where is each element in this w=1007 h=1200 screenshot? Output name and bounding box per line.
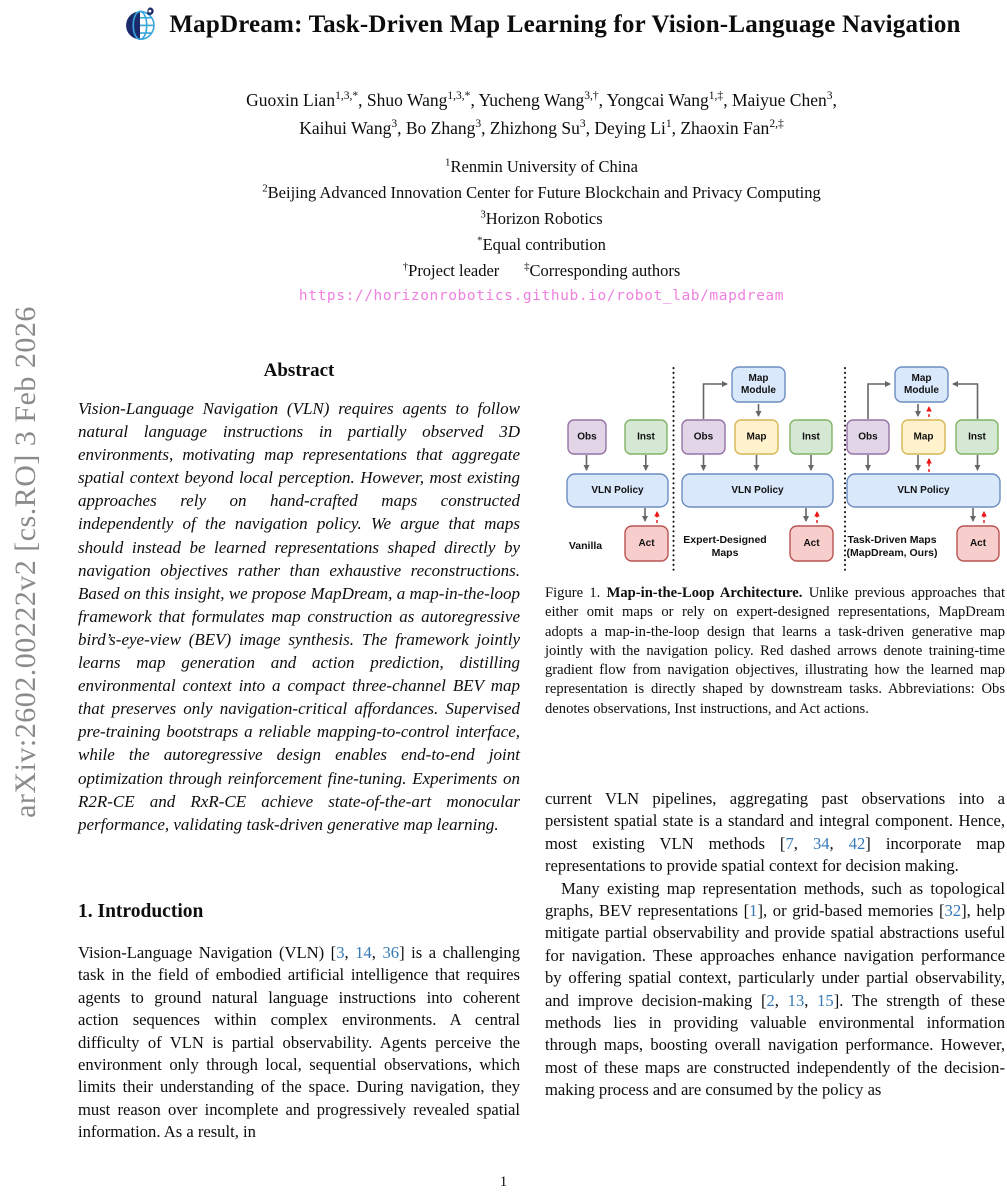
map-module-label: Map — [911, 373, 932, 384]
page-number: 1 — [499, 1174, 508, 1190]
superscript-marker: 3 — [480, 208, 486, 221]
map-module-label: Module — [741, 385, 776, 396]
superscript-marker: 3,† — [584, 90, 599, 103]
logo-location-pin — [146, 7, 154, 16]
paper-title: MapDream: Task-Driven Map Learning for Vision-Language Navigation — [169, 10, 961, 38]
vln-policy-label: VLN Policy — [731, 485, 784, 496]
abstract-heading: Abstract — [263, 360, 335, 381]
map-module-label: Module — [904, 385, 939, 396]
panel3-caption: Task-Driven Maps — [847, 534, 937, 546]
vln-policy-label: VLN Policy — [591, 485, 644, 496]
superscript-marker: 2 — [262, 182, 268, 195]
project-url-line — [78, 288, 1005, 304]
superscript-marker: 3 — [475, 118, 482, 131]
act-label: Act — [969, 538, 987, 549]
citation-link[interactable]: 14 — [355, 943, 372, 962]
panel3-caption: (MapDream, Ours) — [846, 547, 938, 559]
panel2-caption: Maps — [711, 547, 739, 559]
citation-link[interactable]: 34 — [812, 833, 830, 853]
superscript-marker: 2,‡ — [769, 118, 784, 131]
citation-link[interactable]: 42 — [848, 833, 866, 853]
section-heading-introduction: 1. Introduction — [78, 901, 204, 922]
superscript-marker: 3 — [579, 118, 586, 131]
citation-link[interactable]: 15 — [817, 990, 834, 1010]
affiliation-2: $^2$Beijing Advanced Innovation Center for Future Blockchain and Privacy Computing — [262, 182, 821, 202]
citation-link[interactable]: 7 — [785, 833, 794, 853]
arxiv-identifier: arXiv:2602.00222v2 [cs.RO] 3 Feb 2026 — [9, 306, 42, 818]
superscript-marker: 1 — [665, 118, 672, 131]
obs-label: Obs — [693, 431, 714, 443]
abstract-text: Vision-Language Navigation (VLN) requires agents to follow natural language instructions in partially observed 3D environments, motivating map representations that aggregate spatial context beyond local perception. However, most existing approaches rely on hand-crafted maps constructed independently of the navigation policy. We argue that maps should instead be learned representations shaped directly by navigation objectives rather than exhaustive reconstructions. Based on this insight, we propose MapDream, a map-in-the-loop framework that formulates map construction as autoregressive bird’s-eye-view (BEV) image synthesis. The framework jointly learns map generation and action prediction, distilling environmental context into a compact three-channel BEV map that preserves only navigation-critical affordances. Supervised pre-training bootstraps a reliable mapping-to-control interface, while the autoregressive design enables end-to-end joint optimization through reinforcement fine-tuning. Experiments on R2R-CE and RxR-CE achieve state-of-the-art monocular performance, validating task-driven generative map learning. — [78, 399, 520, 834]
panel-vanilla — [567, 420, 668, 561]
map-module-label: Map — [748, 373, 769, 384]
superscript-marker: * — [477, 234, 483, 247]
contribution-roles-note: †Project leader ‡Corresponding authors — [402, 260, 681, 280]
superscript-marker: 1,3,* — [447, 90, 471, 103]
obs-label: Obs — [577, 431, 597, 443]
act-label: Act — [803, 538, 820, 549]
superscript-marker: 1,‡ — [708, 90, 724, 103]
superscript-marker: 3 — [826, 90, 833, 103]
affiliation-3: $^3$Horizon Robotics — [480, 208, 603, 228]
panel2-caption: Expert-Designed — [683, 534, 767, 546]
citation-link[interactable]: 32 — [944, 901, 962, 921]
citation-link[interactable]: 1 — [749, 901, 758, 921]
map-label: Map — [746, 431, 767, 443]
superscript-marker: ‡ — [524, 260, 530, 273]
citation-link[interactable]: 2 — [766, 990, 775, 1010]
paper-header — [78, 6, 1005, 43]
affiliations-block — [78, 154, 1005, 284]
superscript-marker: 3 — [391, 118, 398, 131]
map-label: Map — [913, 431, 934, 443]
equal-contribution-note: *Equal contribution — [477, 234, 606, 254]
figure1-caption: Figure 1. Map-in-the-Loop Architecture. Unlike previous approaches that either omit maps or rely on expert-designed representations, MapDream adopts a map-in-the-loop design that learns a task-driven generative map jointly with the navigation policy. Red dashed arrows denote training-time gradient flow from navigation objectives, illustrating how the learned map representation is directly shaped by downstream tasks. Abbreviations: Obs denotes observations, Inst instructions, and Act actions. — [545, 585, 1006, 717]
act-label: Act — [638, 538, 655, 549]
vln-policy-label: VLN Policy — [897, 485, 950, 496]
figure1-diagram — [545, 362, 1005, 576]
affiliation-1: $^1$Renmin University of China — [445, 156, 638, 176]
arxiv-sidebar — [0, 0, 48, 1200]
author-line-1: Guoxin Lian$^{1,3,*}$, Shuo Wang$^{1,3,*}$, Yucheng Wang$^{3,\dagger}$, Yongcai Wang$^{1,\ddagger}$, Maiyue Chen$^3$, — [246, 90, 837, 110]
citation-link[interactable]: 36 — [382, 943, 400, 962]
superscript-marker: 1,3,* — [335, 90, 359, 103]
obs-label: Obs — [858, 431, 878, 443]
panel1-caption: Vanilla — [568, 540, 603, 552]
superscript-marker: 1 — [445, 156, 451, 169]
inst-label: Inst — [802, 431, 820, 443]
inst-label: Inst — [637, 431, 655, 443]
citation-link[interactable]: 13 — [787, 990, 805, 1010]
body-paragraph: Many existing map representation methods, such as topological graphs, BEV representations [1], or grid-based memories [32], help mitigate partial observability and provide spatial abstractions useful for navigation. These approaches enhance navigation performance by offering spatial context, particularly under partial observability, and improve decision-making [2, 13, 15]. The strength of these methods lies in providing valuable environmental information through maps, boosting overall navigation performance. However, most of these maps are constructed independently of the decision-making process and are consumed by the policy as — [545, 878, 1006, 1100]
inst-label: Inst — [968, 431, 986, 443]
bold-caption-text: Map-in-the-Loop Architecture. — [606, 585, 803, 601]
right-column-text — [545, 788, 1005, 1102]
globe-pin-logo-icon — [122, 6, 158, 43]
author-list — [78, 86, 1005, 142]
project-url-link[interactable]: https://horizonrobotics.github.io/robot_lab/mapdream — [298, 288, 785, 304]
introduction-paragraph: Vision-Language Navigation (VLN) [3, 14, 36] is a challenging task in the field of embodied artificial intelligence that requires agents to ground natural language instructions into coherent action sequences within complex environments. A central difficulty of VLN is partial observability. Agents perceive the environment only through local, sequential observations, which limits their understanding of the space. During navigation, they must reason over incomplete and progressively revealed spatial information. As a result, in — [78, 943, 521, 1142]
superscript-marker: † — [402, 260, 409, 273]
author-line-2: Kaihui Wang$^3$, Bo Zhang$^3$, Zhizhong Su$^3$, Deying Li$^1$, Zhaoxin Fan$^{2,\ddagger}$ — [299, 118, 784, 138]
body-paragraph: current VLN pipelines, aggregating past observations into a persistent spatial state is a standard and integral component. Hence, most existing VLN methods [7, 34, 42] incorporate map representations to provide spatial context for decision making. — [545, 789, 1005, 876]
citation-link[interactable]: 3 — [336, 943, 345, 962]
